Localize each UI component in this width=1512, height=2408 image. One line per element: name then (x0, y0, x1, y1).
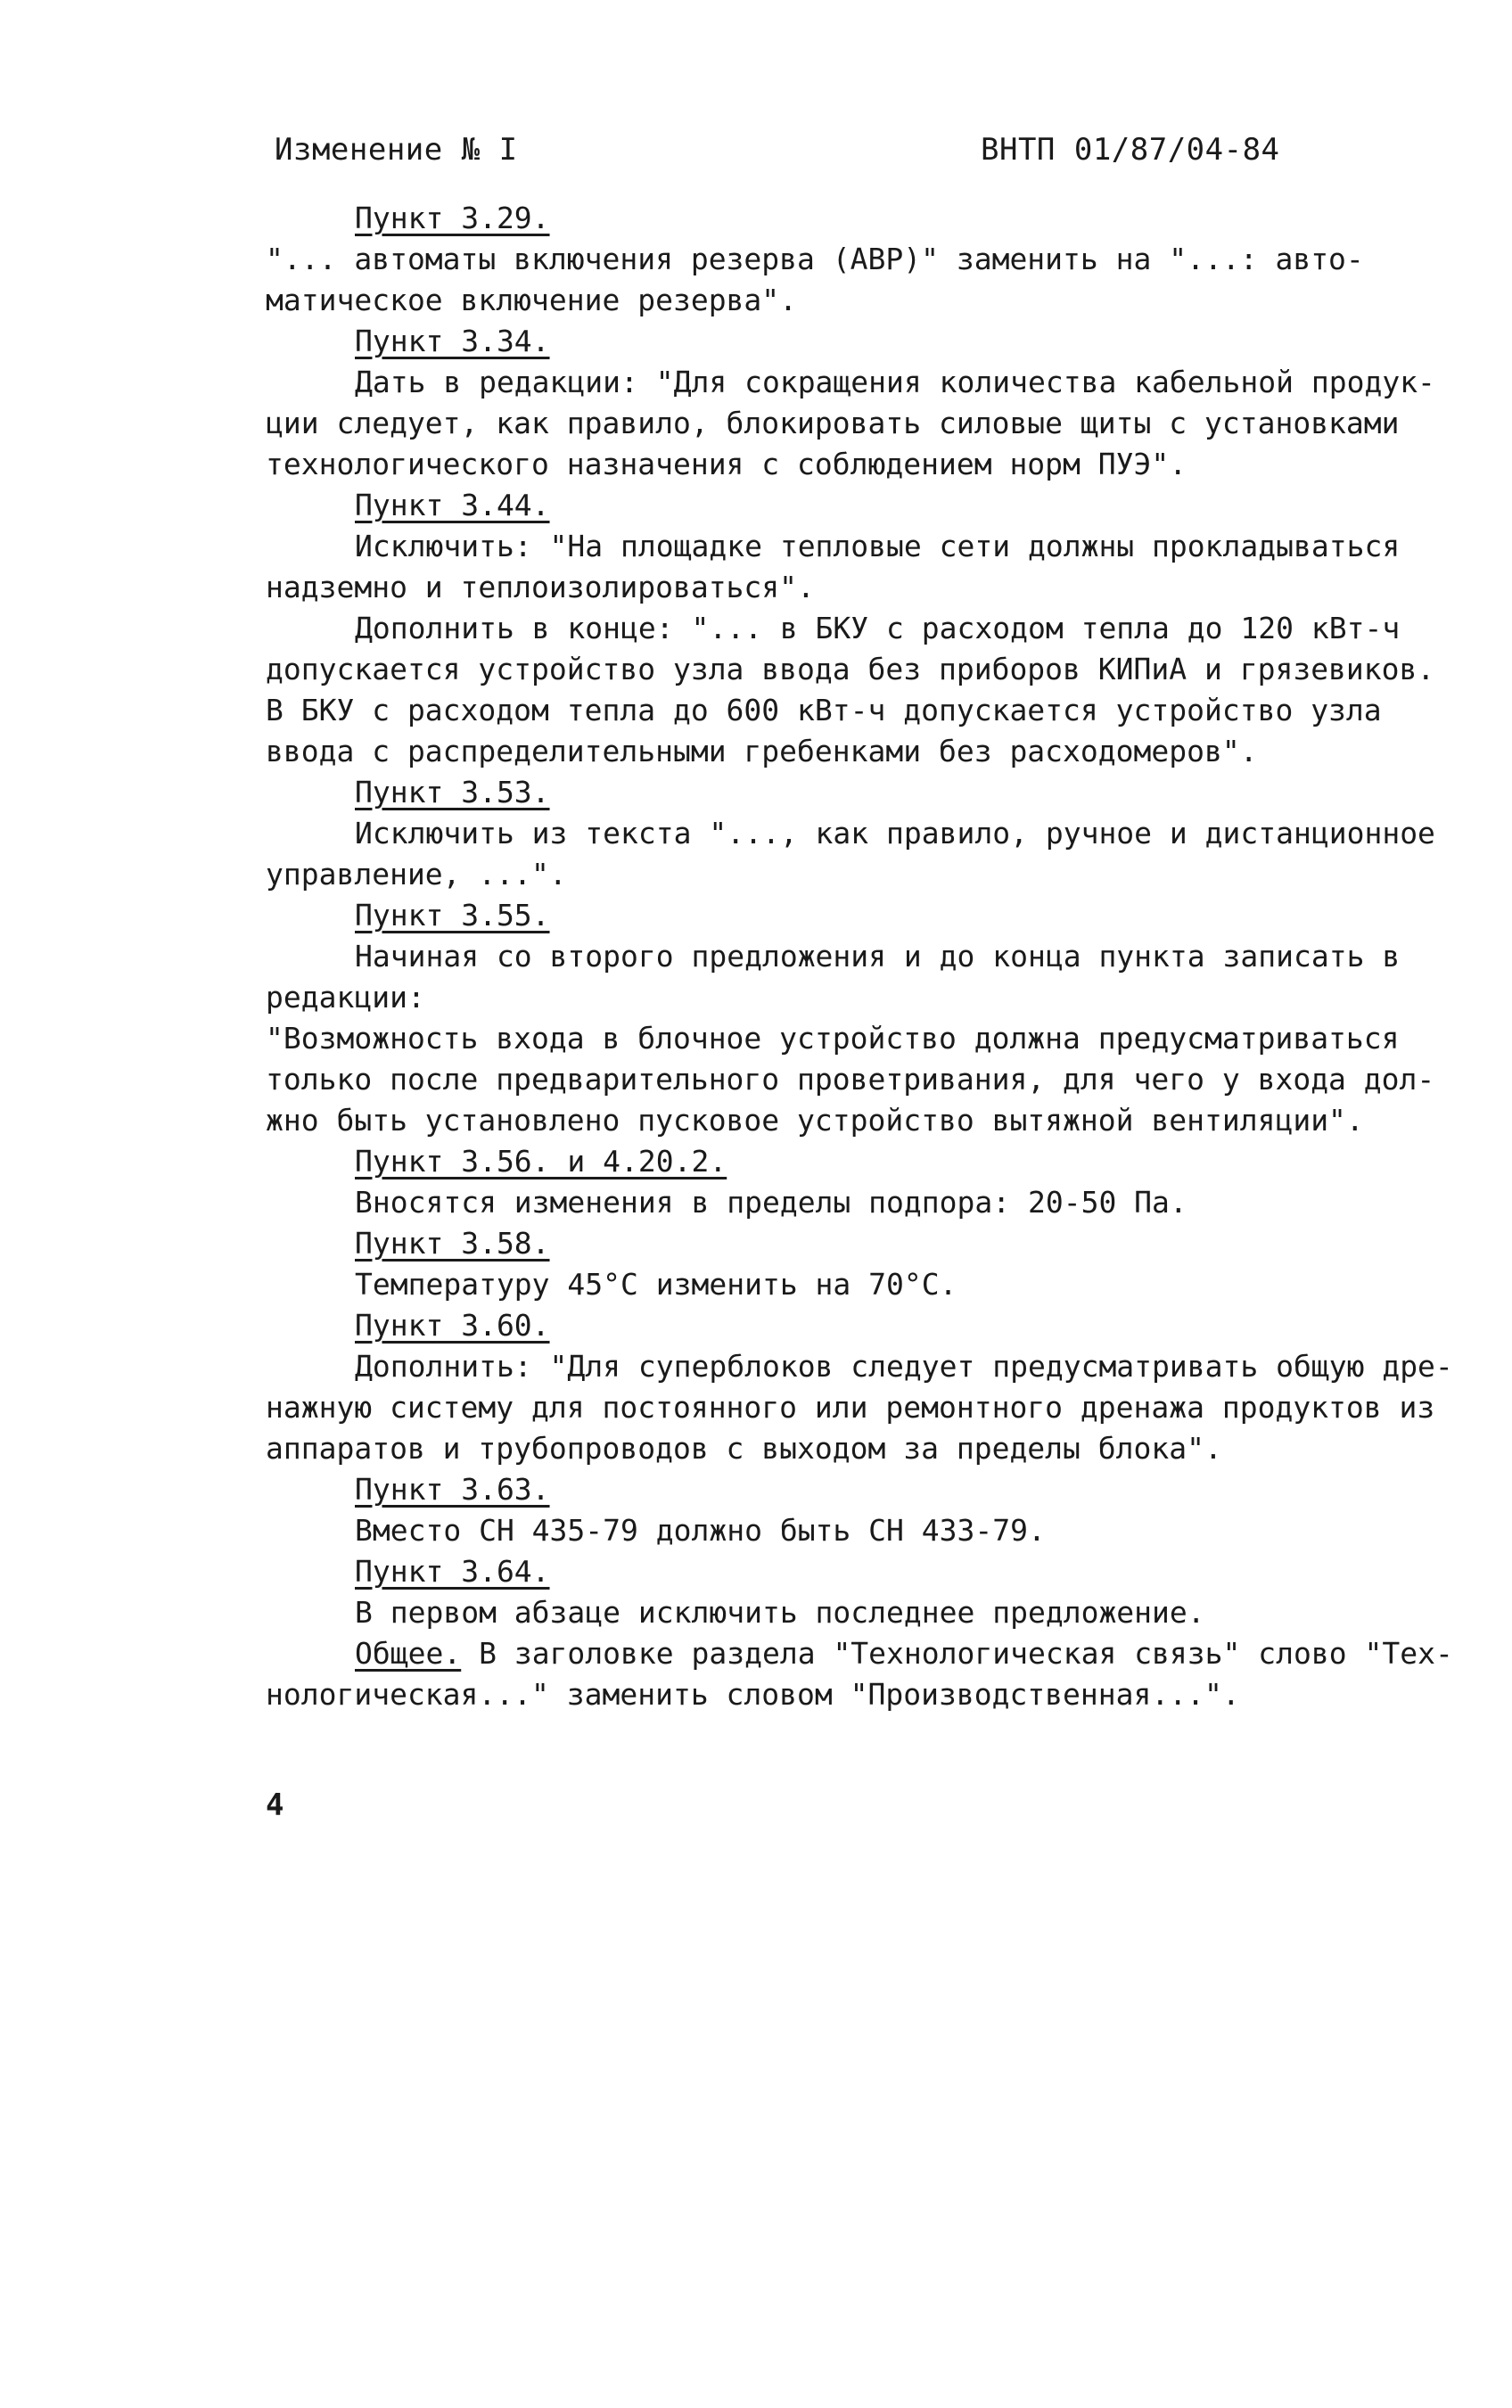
paragraph-line: ции следует, как правило, блокировать силовые щиты с установками (266, 406, 1400, 440)
paragraph-line: только после предварительного проветривания, для чего у входа дол- (266, 1062, 1435, 1097)
paragraph-line: Исключить из текста "..., как правило, ручное и дистанционное (355, 816, 1435, 851)
section-heading: Пункт 3.64. (355, 1554, 550, 1589)
section-heading: Пункт 3.53. (355, 775, 550, 810)
section-heading: Пункт 3.56. и 4.20.2. (355, 1144, 727, 1179)
general-heading: Общее. (355, 1636, 462, 1671)
paragraph-line: нажную систему для постоянного или ремонтного дренажа продуктов из (266, 1390, 1435, 1425)
paragraph-line: Дополнить в конце: "... в БКУ с расходом тепла до 120 кВт-ч (355, 611, 1401, 645)
paragraph-line: управление, ...". (266, 857, 567, 892)
paragraph-line: "... автоматы включения резерва (АВР)" заменить на "...: авто- (266, 242, 1364, 276)
paragraph-line: нологическая..." заменить словом "Производственная...". (266, 1677, 1240, 1712)
paragraph-line: технологического назначения с соблюдением норм ПУЭ". (266, 447, 1187, 481)
section-heading: Пункт 3.60. (355, 1308, 550, 1343)
general-text: В заголовке раздела "Технологическая связь" слово "Тех- (461, 1636, 1453, 1671)
change-number: Изменение № I (275, 132, 518, 168)
paragraph-line: Исключить: "На площадке тепловые сети должны прокладываться (355, 529, 1401, 563)
paragraph-line: Дополнить: "Для суперблоков следует предусматривать общую дре- (355, 1349, 1453, 1384)
paragraph-line: аппаратов и трубопроводов с выходом за пределы блока". (266, 1431, 1222, 1466)
section-heading: Пункт 3.44. (355, 488, 550, 522)
general-paragraph (266, 1633, 1453, 1674)
paragraph-line: матическое включение резерва". (266, 283, 798, 317)
document-code: ВНТП 01/87/04-84 (981, 132, 1280, 168)
paragraph-line: редакции: (266, 980, 425, 1015)
page-number: 4 (266, 1788, 284, 1823)
paragraph-line: ввода с распределительными гребенками без расходомеров". (266, 734, 1258, 768)
paragraph-line: Начиная со второго предложения и до конца пункта записать в (355, 939, 1401, 974)
paragraph-line: допускается устройство узла ввода без приборов КИПиА и грязевиков. (266, 652, 1435, 686)
paragraph-line: В БКУ с расходом тепла до 600 кВт-ч допускается устройство узла (266, 693, 1382, 727)
paragraph-line: жно быть установлено пусковое устройство вытяжной вентиляции". (266, 1103, 1364, 1138)
section-heading: Пункт 3.63. (355, 1472, 550, 1507)
section-heading: Пункт 3.55. (355, 898, 550, 933)
section-heading: Пункт 3.58. (355, 1226, 550, 1261)
paragraph-line: Вносятся изменения в пределы подпора: 20-50 Па. (355, 1185, 1187, 1220)
paragraph-line: надземно и теплоизолироваться". (266, 570, 815, 604)
document-body (266, 198, 1453, 1715)
section-heading: Пункт 3.34. (355, 324, 550, 358)
paragraph-line: Температуру 45°С изменить на 70°С. (355, 1267, 957, 1302)
paragraph-line: В первом абзаце исключить последнее предложение. (355, 1595, 1205, 1630)
paragraph-line: Дать в редакции: "Для сокращения количества кабельной продук- (355, 365, 1435, 399)
section-heading: Пункт 3.29. (355, 201, 550, 235)
paragraph-line: Вместо СН 435-79 должно быть СН 433-79. (355, 1513, 1046, 1548)
paragraph-line: "Возможность входа в блочное устройство должна предусматриваться (266, 1021, 1400, 1056)
